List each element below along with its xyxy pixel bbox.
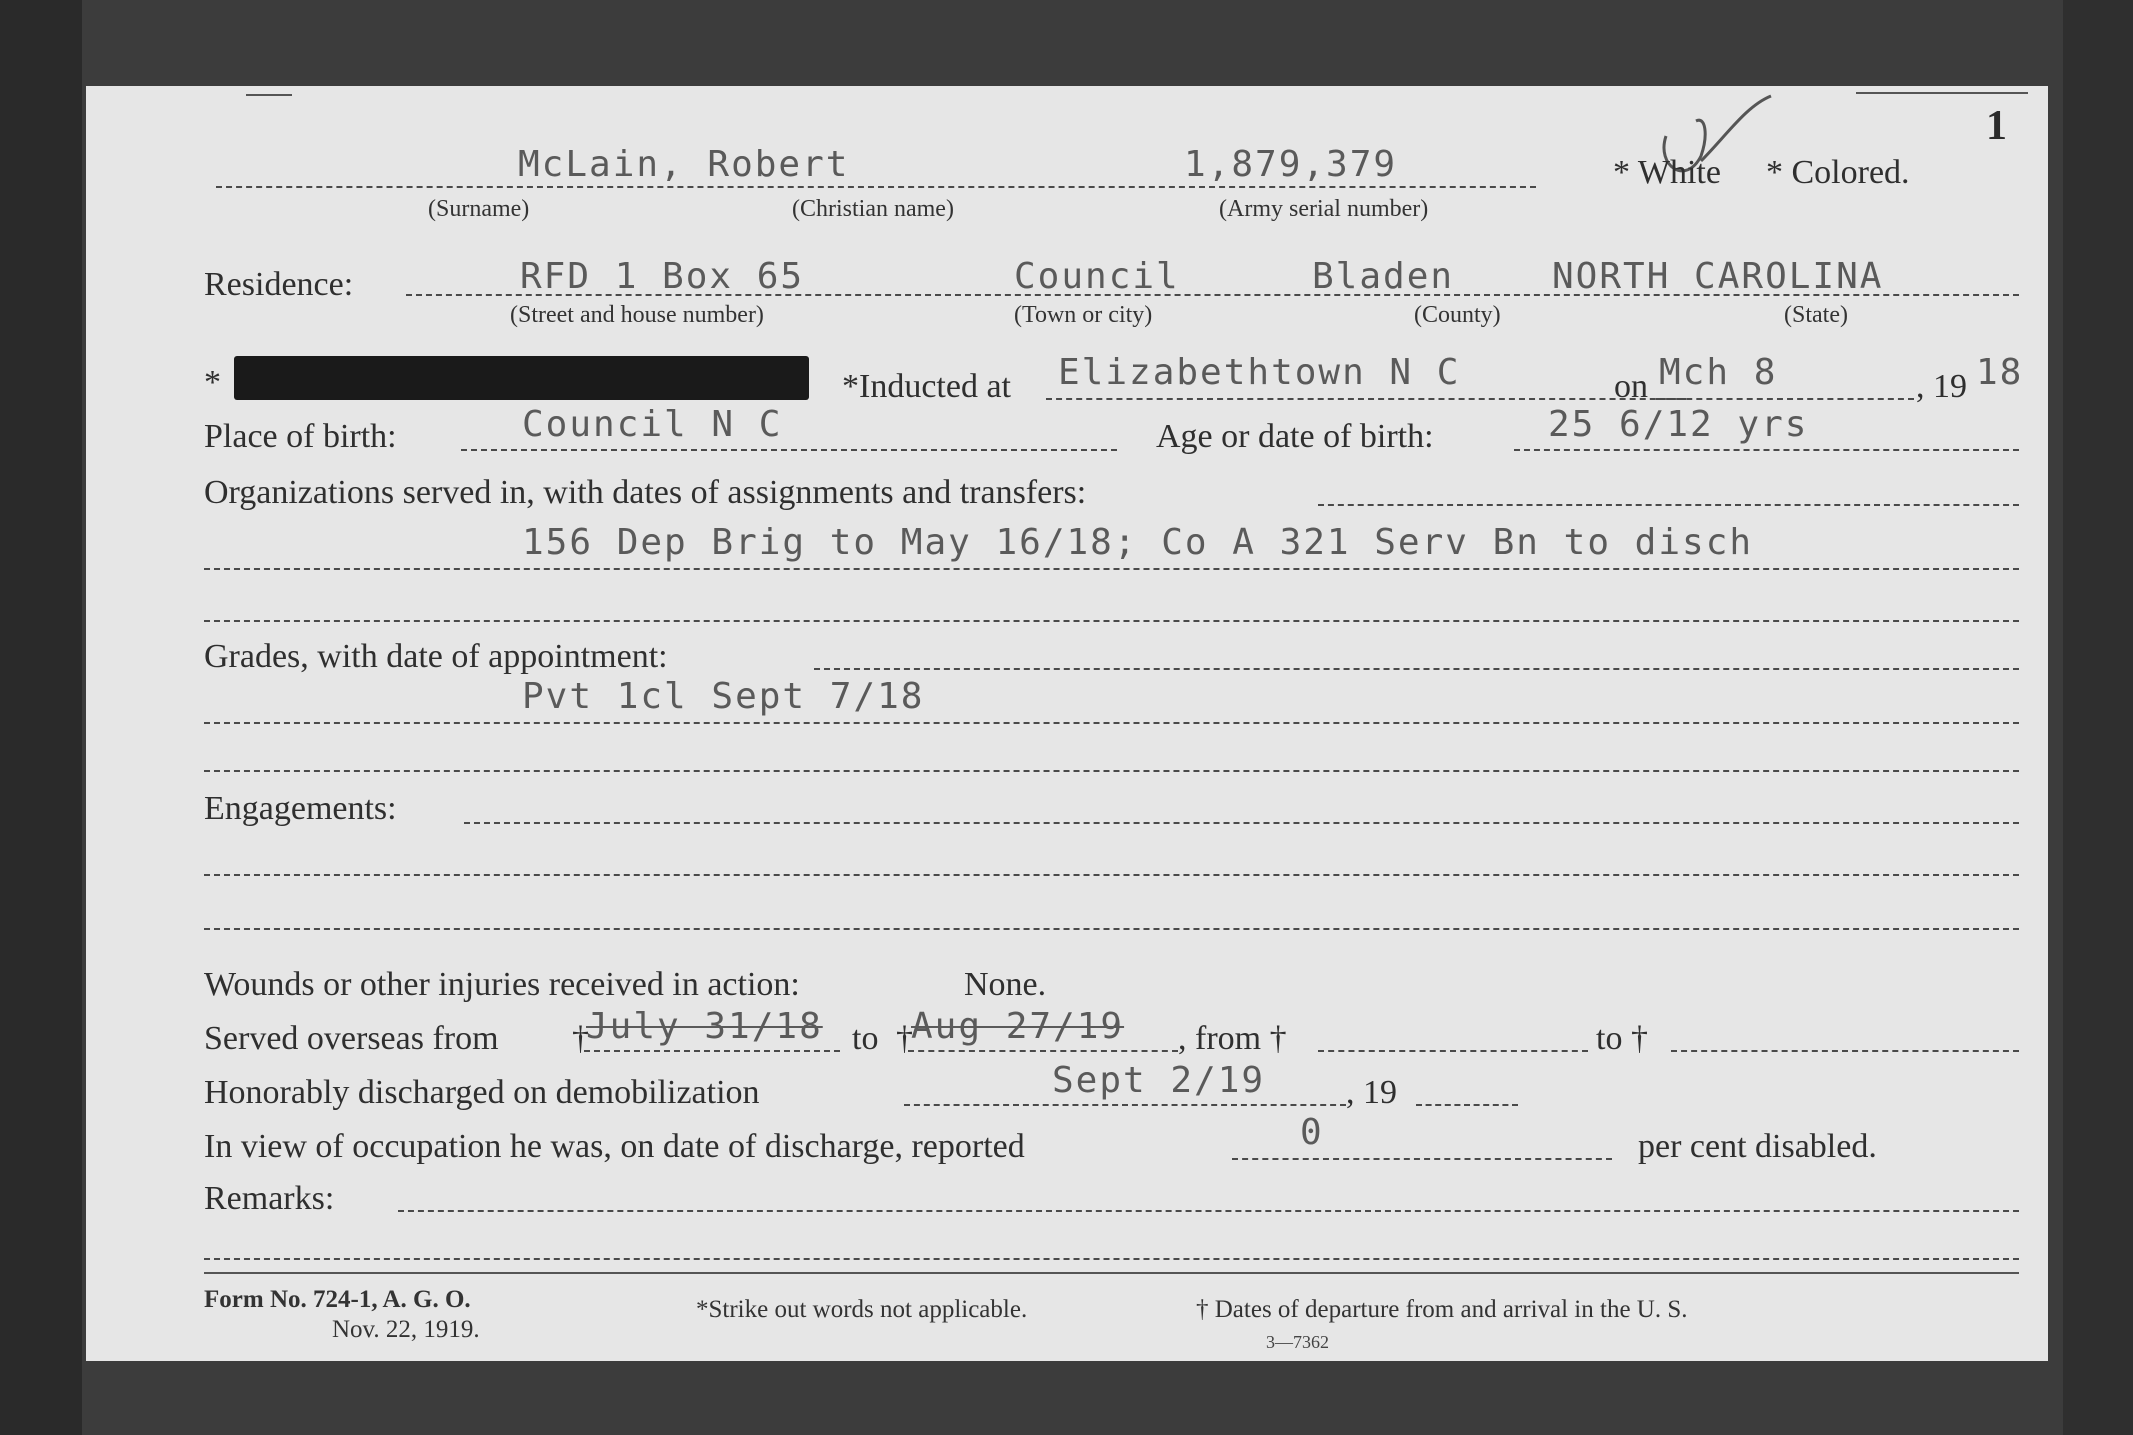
discharge-line — [904, 1104, 1346, 1106]
overseas-dagger-2: † — [896, 1020, 913, 1057]
organizations-line-a — [1318, 504, 2019, 506]
serial-caption: (Army serial number) — [1219, 196, 1429, 222]
engagements-line-c — [204, 928, 2019, 930]
county-caption: (County) — [1414, 302, 1501, 328]
grades-line-b — [204, 722, 2019, 724]
service-record-card — [86, 86, 2048, 1361]
inducted-place: Elizabethtown N C — [1058, 352, 1461, 393]
residence-county: Bladen — [1312, 256, 1455, 297]
wounds-label: Wounds or other injuries received in action: — [204, 966, 800, 1003]
remarks-line-a — [398, 1210, 2019, 1212]
wounds-value: None. — [964, 966, 1047, 1003]
inducted-label: *Inducted at — [842, 368, 1011, 405]
inducted-on-label: on — [1614, 368, 1648, 405]
inducted-year-prefix: , 19 — [1916, 368, 1967, 405]
town-caption: (Town or city) — [1014, 302, 1153, 328]
street-caption: (Street and house number) — [510, 302, 764, 328]
overseas-to-label: to — [852, 1020, 879, 1057]
overseas-from: July 31/18 — [586, 1006, 823, 1047]
top-right-rule — [1856, 92, 2028, 94]
discharge-label: Honorably discharged on demobilization — [204, 1074, 760, 1111]
grades-line-c — [204, 770, 2019, 772]
engagements-line-b — [204, 874, 2019, 876]
dagger-note: † Dates of departure from and arrival in the U. S. — [1196, 1296, 1688, 1323]
discharge-date: Sept 2/19 — [1052, 1060, 1266, 1101]
grades-value: Pvt 1cl Sept 7/18 — [522, 676, 925, 717]
form-date: Nov. 22, 1919. — [332, 1316, 480, 1343]
state-caption: (State) — [1784, 302, 1848, 328]
overseas-to2-label: to † — [1596, 1020, 1648, 1057]
grades-line-a — [814, 668, 2019, 670]
inducted-date: Mch 8 — [1659, 352, 1778, 393]
scan-border-right — [2063, 0, 2133, 1435]
overseas-to-line — [908, 1050, 1178, 1052]
overseas-dagger-1: † — [572, 1020, 589, 1057]
inducted-year: 18 — [1976, 352, 2024, 393]
serial-value: 1,879,379 — [1184, 144, 1398, 185]
overseas-to: Aug 27/19 — [911, 1006, 1125, 1047]
organizations-line-b — [204, 568, 2019, 570]
age-line — [1514, 449, 2019, 451]
overseas-label: Served overseas from — [204, 1020, 499, 1057]
birth-place-label: Place of birth: — [204, 418, 397, 455]
print-code: 3—7362 — [1266, 1332, 1329, 1352]
form-number: Form No. 724-1, A. G. O. — [204, 1286, 471, 1313]
redacted-block — [234, 356, 809, 400]
age-value: 25 6/12 yrs — [1548, 404, 1809, 445]
discharge-year-prefix: , 19 — [1346, 1074, 1397, 1111]
card-number: 1 — [1986, 103, 2007, 149]
disability-suffix: per cent disabled. — [1638, 1128, 1877, 1165]
birth-place: Council N C — [522, 404, 783, 445]
footer-rule — [204, 1272, 2019, 1274]
overseas-to2-line — [1671, 1050, 2019, 1052]
disability-line — [1232, 1158, 1612, 1160]
organizations-line-c — [204, 620, 2019, 622]
race-white: * White — [1613, 154, 1721, 191]
name-value: McLain, Robert — [518, 144, 850, 185]
birth-place-line — [461, 449, 1117, 451]
grades-label: Grades, with date of appointment: — [204, 638, 668, 675]
engagements-label: Engagements: — [204, 790, 397, 827]
surname-caption: (Surname) — [428, 196, 530, 222]
age-label: Age or date of birth: — [1156, 418, 1434, 455]
disability-value: 0 — [1300, 1112, 1324, 1153]
race-colored: * Colored. — [1766, 154, 1910, 191]
strike-note: *Strike out words not applicable. — [696, 1296, 1028, 1323]
overseas-from2-line — [1318, 1050, 1588, 1052]
remarks-label: Remarks: — [204, 1180, 335, 1217]
residence-street: RFD 1 Box 65 — [520, 256, 805, 297]
overseas-from2-label: , from † — [1178, 1020, 1287, 1057]
discharge-year-line — [1416, 1104, 1518, 1106]
remarks-line-b — [204, 1258, 2019, 1260]
organizations-label: Organizations served in, with dates of assignments and transfers: — [204, 474, 1087, 511]
organizations-value: 156 Dep Brig to May 16/18; Co A 321 Serv Bn to disch — [522, 522, 1754, 563]
top-left-rule — [246, 94, 292, 96]
residence-town: Council — [1014, 256, 1180, 297]
residence-label: Residence: — [204, 266, 354, 303]
disability-label: In view of occupation he was, on date of discharge, reported — [204, 1128, 1025, 1165]
inducted-place-line — [1046, 398, 1686, 400]
name-line — [216, 186, 1536, 188]
residence-state: NORTH CAROLINA — [1552, 256, 1884, 297]
overseas-from-line — [584, 1050, 840, 1052]
inducted-date-line — [1656, 398, 1914, 400]
scan-border-left — [0, 0, 82, 1435]
row-star: * — [204, 364, 221, 401]
engagements-line-a — [464, 822, 2019, 824]
christian-name-caption: (Christian name) — [792, 196, 954, 222]
